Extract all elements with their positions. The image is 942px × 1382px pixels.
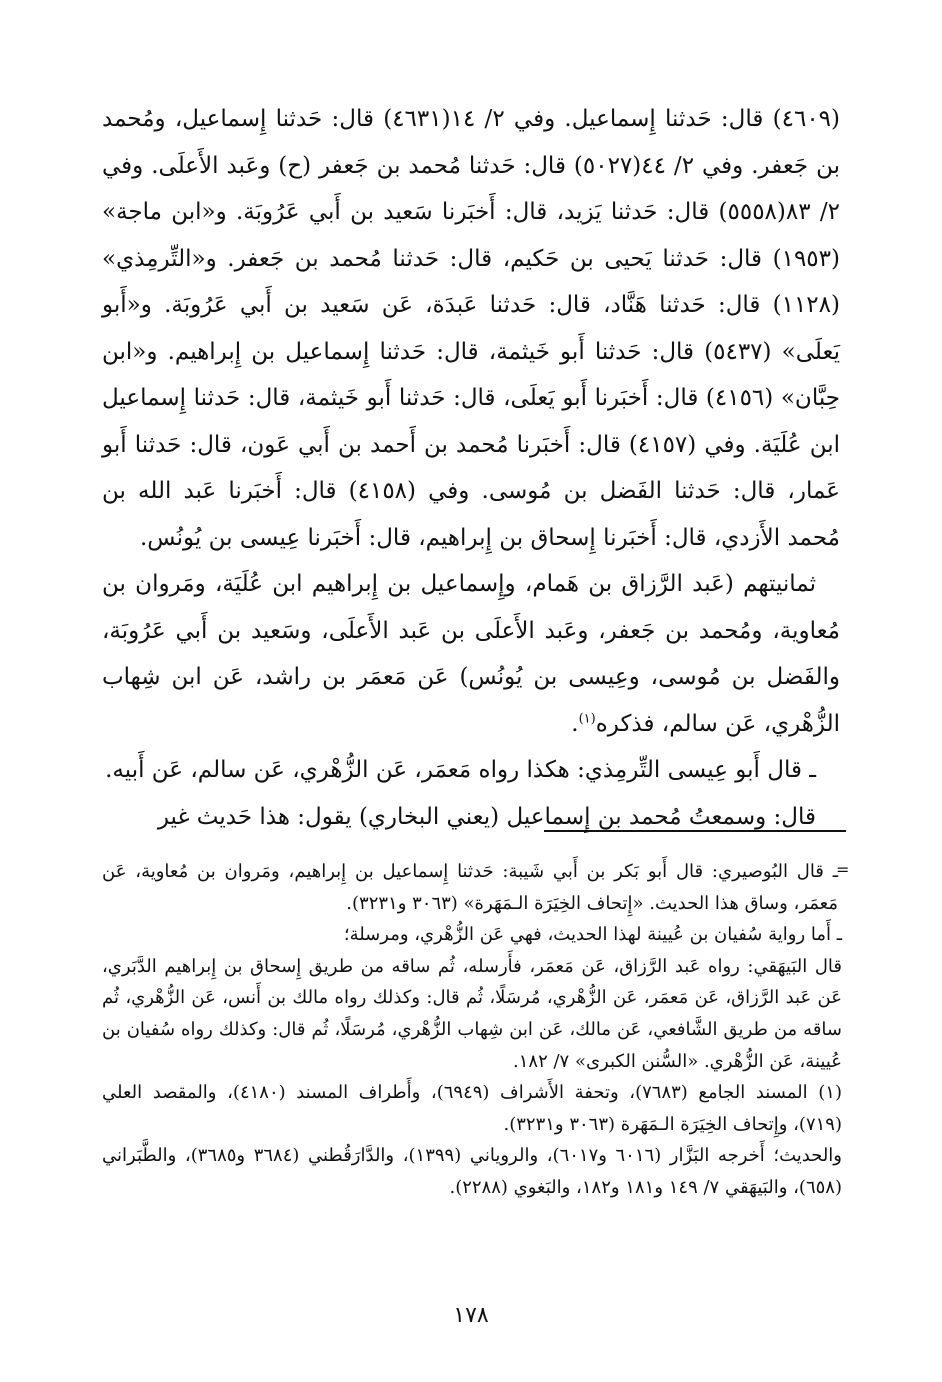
footnote-line: ـ قال البُوصيري: قال أَبو بَكر بن أَبي شَيبة: حَدثنا إِسماعيل بن إِبراهيم، ومَروان بن مُعاوية، xyxy=(135,861,838,882)
footnote-line: العلي (٧١٩)، وإِتحاف الخِيَرَة الـمَهَرة (٣٠٦٣ و٣٢٣١). xyxy=(102,1082,842,1135)
text-line: (١١٢٨) قال: حَدثنا هَنَّاد، قال: حَدثنا عَبدَة، عَن سَعيد بن أَبي عَرُوبَة. و«أَبو يَعلَى» xyxy=(102,292,841,365)
footnote-line: و٣٦٨٥)، والطَّبَراني (٦٥٨)، والبَيهَقي ٧/ ١٤٩ و١٨١ و١٨٢، والبَغوي (٢٢٨٨). xyxy=(102,1145,842,1198)
text-line: ٢/ ٨٣(٥٥٥٨) قال: حَدثنا يَزيد، قال: أَخبَرنا سَعيد بن أَبي عَرُوبَة. و«ابن ماجة» xyxy=(102,199,840,225)
text-line: (٥٤٣٧) قال: حَدثنا أَبو خَيثمة، قال: حَدثنا إِسماعيل بن إِبراهيم. و«ابن حِبَّان» xyxy=(102,338,840,411)
text-line: (١٩٥٣) قال: حَدثنا يَحيى بن حَكيم، قال: حَدثنا مُحمد بن جَعفر. و«التِّرمِذي» xyxy=(102,245,840,272)
text-line: ومُحمد بن جَعفر، وعَبد الأَعلَى بن عَبد الأَعلَى، وسَعيد بن أَبي عَرُوبَة، والفَضل بن مُوسى، xyxy=(102,617,841,690)
text-line: قال: أَخبَرنا إِسحاق بن إِبراهيم، قال: أَخبَرنا عِيسى بن يُونُس. xyxy=(140,524,707,551)
footnote-line: قال البَيهَقي: رواه عَبد الرَّزاق، عَن مَعمَر، فأَرسله، ثُم ساقه من طريق إِسحاق بن إِبراهيم xyxy=(164,955,842,977)
footnote-line: الدَّبَري، عَن عَبد الرَّزاق، عَن مَعمَر، عَن الزُّهْري، مُرسَلًا، ثُم قال: وكذلك رواه مالك بن xyxy=(102,955,842,1009)
footnote-paragraph xyxy=(102,951,842,1077)
footnote-line: والحديث؛ أَخرجه البَزَّار (٦٠١٦ و٦٠١٧)، والروياني (١٣٩٩)، والدَّارَقُطني (٣٦٨٤ xyxy=(253,1145,843,1167)
footnote-line: (١) المسند الجامع (٧٦٨٣)، وتحفة الأَشراف (٦٩٤٩)، وأَطراف المسند (٤١٨٠)، والمقصد xyxy=(152,1082,842,1104)
text-line: ثمانيتهم (عَبد الرَّزاق بن هَمام، وإِسماعيل بن إِبراهيم ابن عُلَيَة، ومَروان بن مُعاوية، xyxy=(102,571,840,644)
text-line: وعِيسى بن يُونُس) عَن مَعمَر بن راشد، عَن ابن شِهاب الزُّهْري، عَن سالم، فذكره xyxy=(102,664,840,737)
footnote-sources xyxy=(102,1140,842,1203)
main-text xyxy=(102,96,840,840)
page-number: ١٧٨ xyxy=(453,1303,489,1328)
text-line: جَعفر. وفي ٢/ ٤٤(٥٠٢٧) قال: حَدثنا مُحمد بن جَعفر (ح) وعَبد الأَعلَى. وفي xyxy=(102,152,809,179)
footnote-continuation-marker: = xyxy=(836,860,850,879)
text-line: (٤١٥٦) قال: أَخبَرنا أَبو يَعلَى، قال: حَدثنا أَبو خَيثمة، قال: حَدثنا إِسماعيل ابن xyxy=(102,385,840,458)
text-line: (٤٦٠٩) قال: حَدثنا إِسماعيل. وفي ٢/ ١٤(٤٦٣١) قال: حَدثنا إِسماعيل، ومُحمد بن xyxy=(102,106,841,179)
hadith-chain-paragraph xyxy=(102,96,840,561)
footnotes xyxy=(102,856,842,1204)
tirmidhi-note: ـ قال أَبو عِيسى التِّرمِذي: هكذا رواه مَعمَر، عَن الزُّهْري، عَن سالم، عَن أَبيه. xyxy=(105,757,816,783)
footnote-1 xyxy=(102,1077,842,1140)
footnote-paragraph: ـ أَما رواية سُفيان بن عُيينة لهذا الحديث، فهي عَن الزُّهْري، ومرسلة؛ xyxy=(343,924,842,946)
footnote-line: عَن مَعمَر، وساق هذا الحديث. «إِتحاف الخِيَرَة الـمَهَرة» (٣٠٦٣ و٣٢٣١). xyxy=(102,861,838,914)
footnote-continuation xyxy=(102,856,842,919)
text-line: قال: حَدثنا الفَضل بن مُوسى. وفي (٤١٥٨) قال: أَخبَرنا عَبد الله بن مُحمد الأَزدي، xyxy=(102,478,840,551)
footnote-line: مُرسَلًا، ثُم قال: وكذلك رواه سُفيان بن عُيينة، عَن الزُّهْري. «السُّنن الكبرى» ٧/ ١٨٢. xyxy=(102,1018,842,1072)
summary-paragraph xyxy=(102,561,840,747)
footnote-line: أَنس، عَن الزُّهْري، ثُم ساقه من طريق الشَّافعي، عَن مالك، عَن ابن شِهاب الزُّهْري، xyxy=(102,987,842,1040)
text-line: . xyxy=(571,710,579,737)
bukhari-line: قال: وسمعتُ مُحمد بن إِسماعيل (يعني البخاري) يقول: هذا حَديث غير xyxy=(157,803,816,830)
footnote-reference: (١) xyxy=(578,710,596,726)
text-line: عُلَيَة. وفي (٤١٥٧) قال: أَخبَرنا مُحمد بن أَحمد بن أَبي عَون، قال: حَدثنا أَبو عَمار، xyxy=(102,431,840,504)
footnote-separator xyxy=(544,830,846,832)
